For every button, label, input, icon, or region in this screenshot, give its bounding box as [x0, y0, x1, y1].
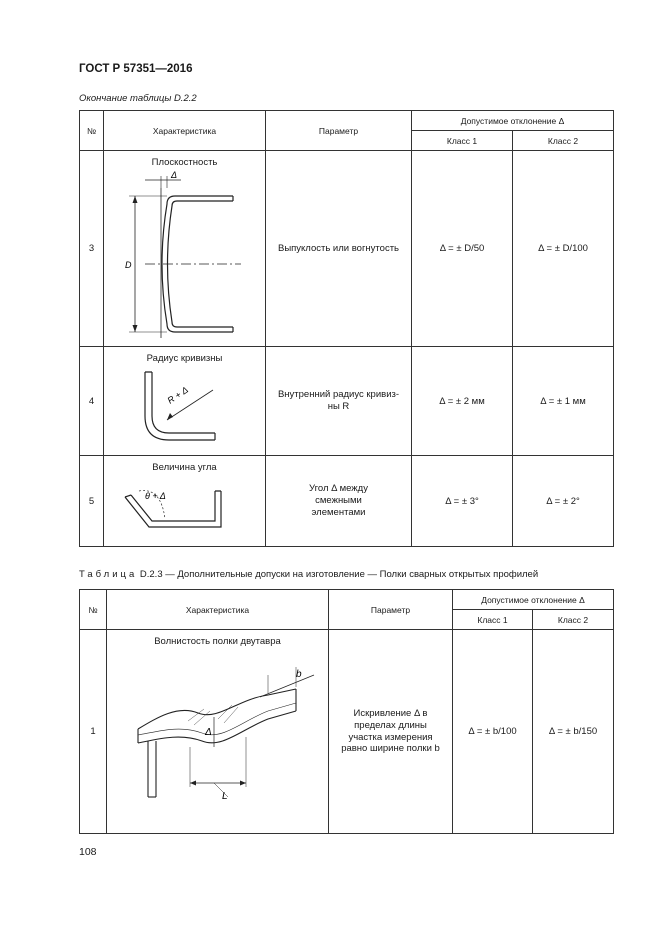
class2-cell: Δ = ± b/150	[533, 630, 614, 834]
parameter-cell: Выпуклость или вогнутость	[266, 151, 412, 347]
class2-cell: Δ = ± 1 мм	[513, 347, 614, 456]
row-num: 4	[80, 347, 104, 456]
row-num: 3	[80, 151, 104, 347]
delta-label: Δ	[204, 727, 212, 738]
table-row	[80, 630, 614, 834]
parameter-cell: Угол Δ между смежными элементами	[266, 456, 412, 547]
header-parameter: Параметр	[329, 590, 453, 630]
parameter-cell: Искривление Δ в пределах длины участка измерения равно ширине полки b	[329, 630, 453, 834]
table-continuation-caption: Окончание таблицы D.2.2	[79, 93, 197, 104]
row-num: 5	[80, 456, 104, 547]
figure-cell	[104, 347, 266, 456]
class2-cell: Δ = ± D/100	[513, 151, 614, 347]
angle-diagram	[105, 473, 265, 539]
header-num: №	[80, 590, 107, 630]
class1-cell: Δ = ± D/50	[412, 151, 513, 347]
delta-label: Δ	[170, 170, 177, 180]
parameter-cell: Внутренний радиус кривиз- ны R	[266, 347, 412, 456]
tolerance-table-d22	[79, 110, 614, 547]
header-class1: Класс 1	[412, 131, 513, 151]
class1-cell: Δ = ± 2 мм	[412, 347, 513, 456]
page-number: 108	[79, 846, 97, 858]
characteristic-title: Величина угла	[152, 462, 217, 473]
row-num: 1	[80, 630, 107, 834]
characteristic-title: Волнистость полки двутавра	[154, 636, 281, 647]
d-label: D	[124, 260, 131, 270]
characteristic-title: Плоскостность	[151, 157, 218, 168]
header-parameter: Параметр	[266, 111, 412, 151]
table-row	[80, 456, 614, 547]
angle-label: θ + Δ	[144, 491, 166, 501]
table-row	[80, 151, 614, 347]
figure-cell	[104, 456, 266, 547]
table-row	[80, 347, 614, 456]
characteristic-title: Радиус кривизны	[146, 353, 223, 364]
header-num: №	[80, 111, 104, 151]
flatness-diagram	[105, 168, 265, 340]
header-characteristic: Характеристика	[104, 111, 266, 151]
bend-radius-diagram	[105, 364, 265, 448]
figure-cell	[104, 151, 266, 347]
table-caption: Таблица D.2.3 — Дополнительные допуски на изготовление — Полки сварных открытых профилей	[79, 569, 539, 580]
document-header: ГОСТ Р 57351—2016	[79, 63, 193, 75]
header-class2: Класс 2	[533, 610, 614, 630]
radius-label: R + Δ	[165, 384, 190, 406]
l-label: L	[221, 791, 228, 802]
tolerance-table-d23	[79, 589, 614, 834]
header-tolerance: Допустимое отклонение Δ	[412, 111, 614, 131]
header-class1: Класс 1	[453, 610, 533, 630]
header-tolerance: Допустимое отклонение Δ	[453, 590, 614, 610]
header-class2: Класс 2	[513, 131, 614, 151]
figure-cell	[107, 630, 329, 834]
header-characteristic: Характеристика	[107, 590, 329, 630]
class2-cell: Δ = ± 2°	[513, 456, 614, 547]
flange-waviness-diagram	[118, 647, 318, 817]
b-label: b	[295, 669, 302, 680]
class1-cell: Δ = ± b/100	[453, 630, 533, 834]
class1-cell: Δ = ± 3°	[412, 456, 513, 547]
